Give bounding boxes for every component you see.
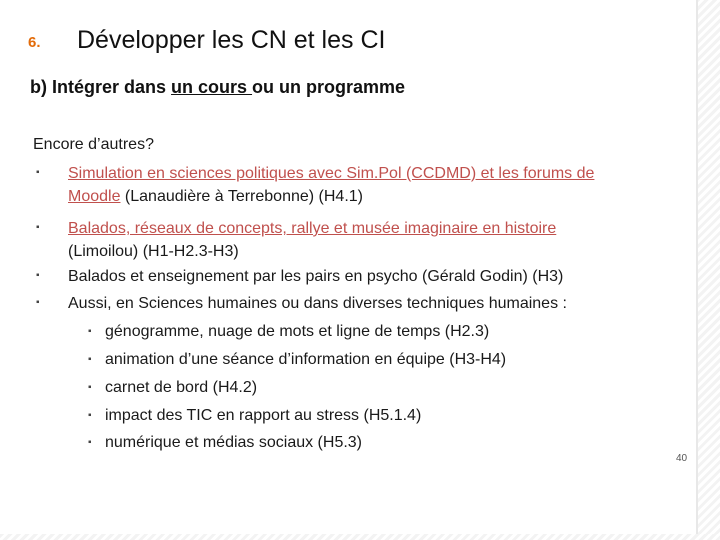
bullet-marker: ▪ [36,270,40,281]
item-text: (Limoilou) (H1-H2.3-H3) [68,243,239,260]
sub-list-item: animation d’une séance d’information en équipe (H3-H4) [105,351,507,368]
slide-subtitle [30,77,405,98]
subtitle-underlined: un cours [171,77,253,97]
list-item: Balados et enseignement par les pairs en psycho (Gérald Godin) (H3) [68,268,564,285]
sub-list-item: numérique et médias sociaux (H5.3) [105,434,363,451]
item-text: (Lanaudière à Terrebonne) (H4.1) [120,188,363,205]
sub-list-item: génogramme, nuage de mots et ligne de temps (H2.3) [105,323,490,340]
sub-bullet-marker: ▪ [88,410,92,421]
list-item-continued [68,185,363,208]
sub-bullet-marker: ▪ [88,437,92,448]
list-item: Aussi, en Sciences humaines ou dans diverses techniques humaines : [68,295,567,312]
item-link[interactable]: Balados, réseaux de concepts, rallye et musée imaginaire en histoire [68,220,557,237]
item-link[interactable]: Moodle [68,188,121,205]
bullet-marker: ▪ [36,222,40,233]
section-number: 6. [28,34,41,51]
list-item [68,162,594,185]
slide-title: Développer les CN et les CI [77,26,386,54]
sub-list-item: impact des TIC en rapport au stress (H5.1.4) [105,407,422,424]
subtitle-suffix: ou un programme [252,77,406,97]
list-item [68,217,556,240]
list-item-continued [68,240,239,263]
bullet-marker: ▪ [36,167,40,178]
sub-bullet-marker: ▪ [88,326,92,337]
decorative-right-border [696,0,720,540]
bullet-marker: ▪ [36,297,40,308]
page-number: 40 [676,453,688,464]
decorative-bottom-border [0,534,720,540]
sub-list-item: carnet de bord (H4.2) [105,379,258,396]
subtitle-prefix: b) Intégrer dans [30,77,172,97]
sub-bullet-marker: ▪ [88,354,92,365]
intro-text: Encore d’autres? [33,136,154,153]
item-link[interactable]: Simulation en sciences politiques avec Sim.Pol (CCDMD) et les forums de [68,165,595,182]
sub-bullet-marker: ▪ [88,382,92,393]
